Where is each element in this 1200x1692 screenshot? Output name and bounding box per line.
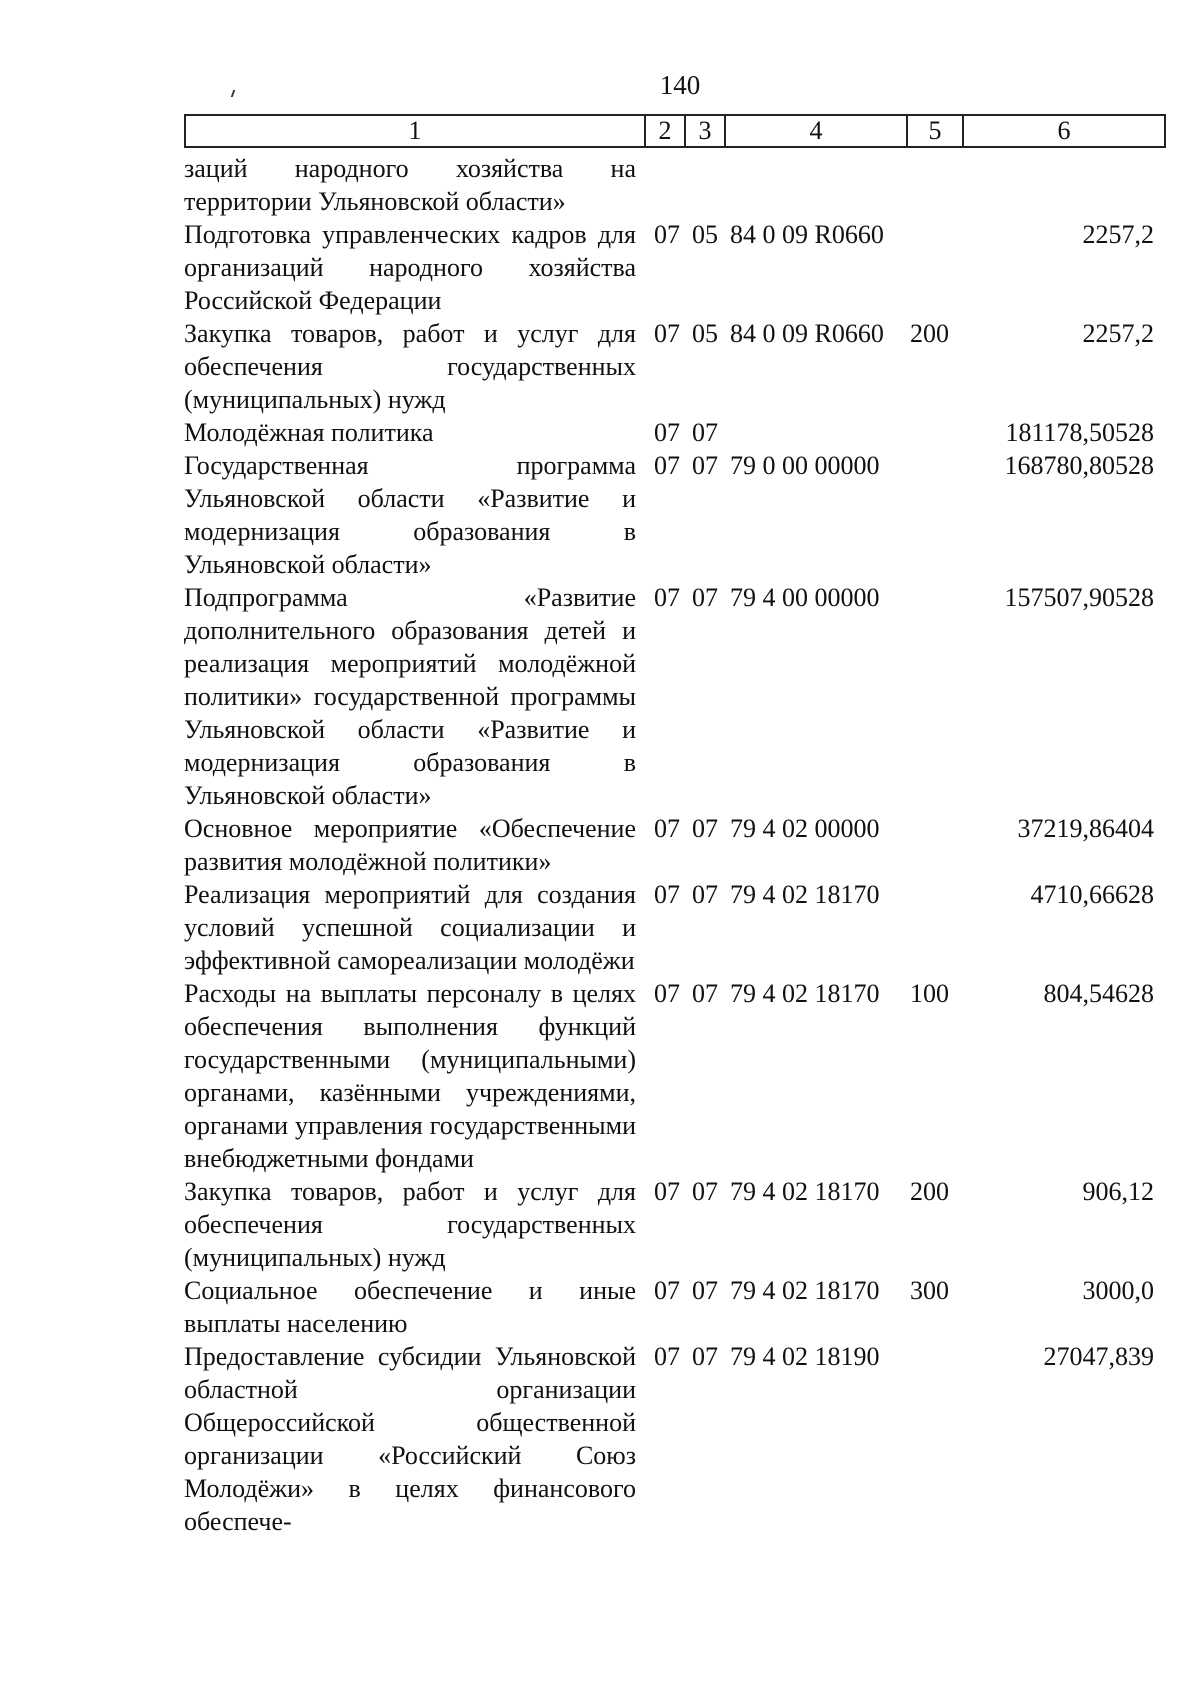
row-subsection: 07 xyxy=(692,1276,718,1305)
row-name: Закупка товаров, работ и услуг для обеспечения государственных (муниципальных) нужд xyxy=(184,319,636,414)
row-section: 07 xyxy=(654,220,680,249)
row-amount: 2257,2 xyxy=(1082,319,1154,348)
row-name: Основное мероприятие «Обеспечение развития молодёжной политики» xyxy=(184,814,636,876)
row-subsection: 07 xyxy=(692,418,718,447)
row-section: 07 xyxy=(654,583,680,612)
row-name: Подготовка управленческих кадров для организаций народного хозяйства Российской Федерации xyxy=(184,220,636,315)
row-subsection: 05 xyxy=(692,319,718,348)
table-row xyxy=(184,977,1164,1175)
table-body xyxy=(184,152,1164,1538)
row-subsection: 07 xyxy=(692,1342,718,1371)
row-amount: 4710,66628 xyxy=(1030,880,1154,909)
row-target-code: 79 4 02 18170 xyxy=(730,1276,880,1305)
row-target-code: 79 4 02 18170 xyxy=(730,979,880,1008)
row-expense-type: 200 xyxy=(910,319,949,348)
row-target-code: 79 0 00 00000 xyxy=(730,451,880,480)
row-subsection: 07 xyxy=(692,979,718,1008)
page-number: 140 xyxy=(659,70,701,100)
row-subsection xyxy=(684,152,724,218)
header-col-1: 1 xyxy=(185,115,645,147)
table-row xyxy=(184,152,1164,218)
table-row xyxy=(184,317,1164,416)
row-target-code xyxy=(724,152,906,218)
row-expense-type: 100 xyxy=(910,979,949,1008)
row-amount xyxy=(962,152,1164,218)
row-expense-type xyxy=(906,416,962,449)
row-section xyxy=(644,152,684,218)
row-target-code: 84 0 09 R0660 xyxy=(730,220,884,249)
row-name: Реализация мероприятий для создания условий успешной социализации и эффективной самореализации молодёжи xyxy=(184,880,636,975)
row-target-code: 79 4 02 00000 xyxy=(730,814,880,843)
row-expense-type xyxy=(906,581,962,812)
row-section: 07 xyxy=(654,814,680,843)
table-row xyxy=(184,1175,1164,1274)
row-section: 07 xyxy=(654,1276,680,1305)
row-section: 07 xyxy=(654,1177,680,1206)
table-row xyxy=(184,1274,1164,1340)
table-row xyxy=(184,581,1164,812)
row-amount: 168780,80528 xyxy=(1004,451,1154,480)
row-name: заций народного хозяйства на территории Ульяновской области» xyxy=(184,154,636,216)
header-col-3: 3 xyxy=(685,115,725,147)
table-row xyxy=(184,449,1164,581)
row-amount: 3000,0 xyxy=(1082,1276,1154,1305)
row-amount: 27047,839 xyxy=(1043,1342,1154,1371)
row-target-code: 84 0 09 R0660 xyxy=(730,319,884,348)
row-subsection: 07 xyxy=(692,451,718,480)
row-section: 07 xyxy=(654,880,680,909)
row-name: Молодёжная политика xyxy=(184,418,434,447)
row-amount: 157507,90528 xyxy=(1004,583,1154,612)
table-row xyxy=(184,218,1164,317)
row-name: Социальное обеспечение и иные выплаты населению xyxy=(184,1276,636,1338)
row-target-code: 79 4 02 18170 xyxy=(730,1177,880,1206)
budget-table xyxy=(184,114,1164,1538)
table-row xyxy=(184,812,1164,878)
row-amount: 181178,50528 xyxy=(1005,418,1154,447)
header-col-4: 4 xyxy=(725,115,907,147)
row-section: 07 xyxy=(654,418,680,447)
table-row xyxy=(184,1340,1164,1538)
header-col-6: 6 xyxy=(963,115,1165,147)
row-target-code: 79 4 00 00000 xyxy=(730,583,880,612)
row-expense-type: 300 xyxy=(910,1276,949,1305)
row-name: Расходы на выплаты персоналу в целях обеспечения выполнения функций государственными (муниципальными) органами, казёнными учреждениями, органами управления государственными внебюджетными фондами xyxy=(184,979,636,1173)
row-section: 07 xyxy=(654,319,680,348)
row-subsection: 07 xyxy=(692,583,718,612)
row-amount: 906,12 xyxy=(1082,1177,1154,1206)
header-col-2: 2 xyxy=(645,115,685,147)
row-amount: 37219,86404 xyxy=(1017,814,1154,843)
row-subsection: 07 xyxy=(692,1177,718,1206)
row-section: 07 xyxy=(654,979,680,1008)
row-expense-type xyxy=(906,449,962,581)
row-expense-type xyxy=(906,1340,962,1538)
row-subsection: 07 xyxy=(692,880,718,909)
row-section: 07 xyxy=(654,451,680,480)
row-name: Предоставление субсидии Ульяновской областной организации Общероссийской общественной организации «Российский Союз Молодёжи» в целях финансового обеспече- xyxy=(184,1342,636,1536)
row-name: Закупка товаров, работ и услуг для обеспечения государственных (муниципальных) нужд xyxy=(184,1177,636,1272)
row-amount: 804,54628 xyxy=(1043,979,1154,1008)
row-name: Государственная программа Ульяновской области «Развитие и модернизация образования в Ульяновской области» xyxy=(184,451,636,579)
row-name: Подпрограмма «Развитие дополнительного образования детей и реализация мероприятий молодёжной политики» государственной программы Ульяновской области «Развитие и модернизация образования в Ульяновской области» xyxy=(184,583,636,810)
row-expense-type xyxy=(906,812,962,878)
table-header xyxy=(184,114,1166,148)
table-row xyxy=(184,878,1164,977)
row-expense-type xyxy=(906,878,962,977)
row-expense-type xyxy=(906,218,962,317)
row-section: 07 xyxy=(654,1342,680,1371)
header-col-5: 5 xyxy=(907,115,963,147)
row-expense-type: 200 xyxy=(910,1177,949,1206)
row-subsection: 07 xyxy=(692,814,718,843)
row-subsection: 05 xyxy=(692,220,718,249)
table-row xyxy=(184,416,1164,449)
row-expense-type xyxy=(906,152,962,218)
row-target-code xyxy=(724,416,906,449)
row-target-code: 79 4 02 18170 xyxy=(730,880,880,909)
row-amount: 2257,2 xyxy=(1082,220,1154,249)
row-target-code: 79 4 02 18190 xyxy=(730,1342,880,1371)
